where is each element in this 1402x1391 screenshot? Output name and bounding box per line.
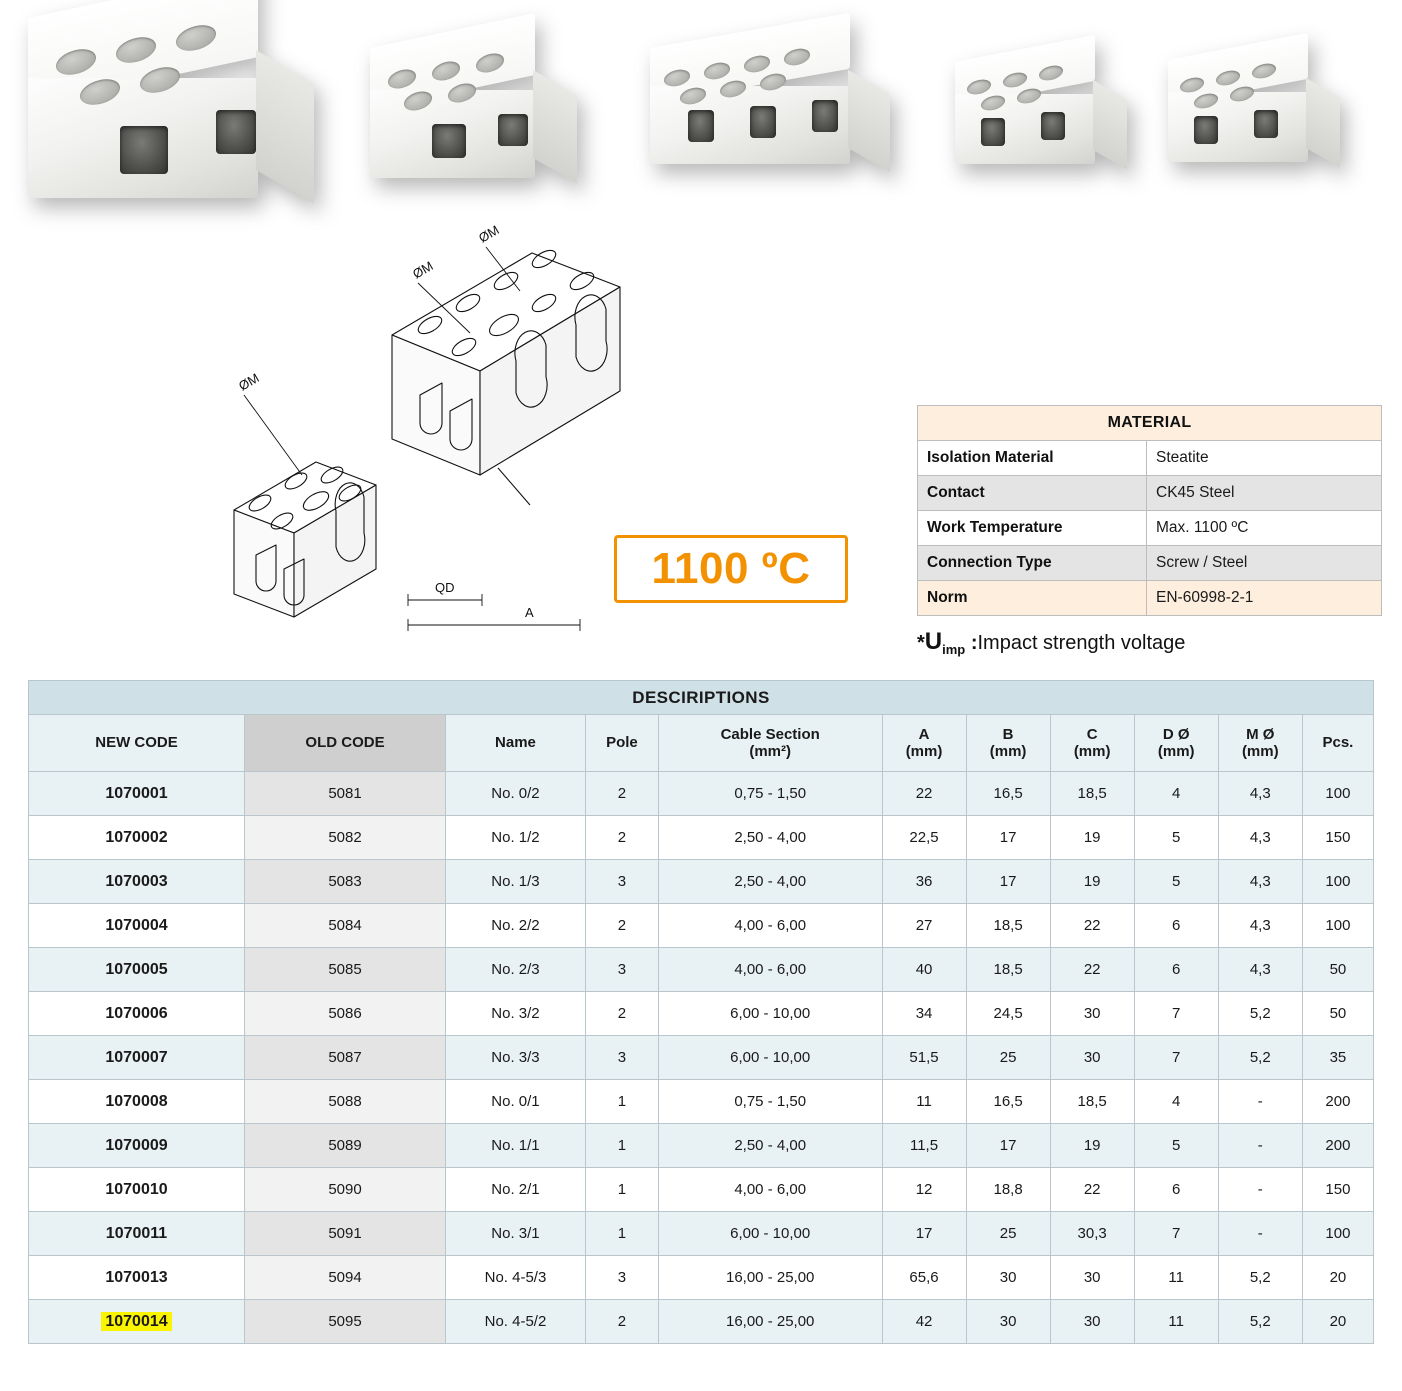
drawing-medium-block — [234, 462, 376, 617]
cell-name: No. 2/1 — [446, 1168, 586, 1212]
cell-name: No. 1/3 — [446, 860, 586, 904]
cell-d: 6 — [1134, 948, 1218, 992]
cell-cable-section: 4,00 - 6,00 — [658, 904, 882, 948]
cell-c: 19 — [1050, 1124, 1134, 1168]
column-header-cable-section-unit: (mm²) — [749, 743, 792, 760]
cell-cable-section: 16,00 - 25,00 — [658, 1300, 882, 1344]
block-side-face — [256, 50, 314, 203]
cell-c: 19 — [1050, 860, 1134, 904]
cell-new-code: 1070009 — [29, 1124, 245, 1168]
cell-new-code: 1070007 — [29, 1036, 245, 1080]
cell-c: 30 — [1050, 992, 1134, 1036]
table-row — [29, 1212, 1374, 1256]
cell-cable-section: 4,00 - 6,00 — [658, 948, 882, 992]
cell-old-code: 5091 — [245, 1212, 446, 1256]
block-side-face — [848, 70, 890, 172]
cell-a: 34 — [882, 992, 966, 1036]
cell-old-code: 5094 — [245, 1256, 446, 1300]
column-header-c-label: C — [1086, 725, 1098, 743]
cell-c: 22 — [1050, 948, 1134, 992]
cell-pole: 2 — [585, 816, 658, 860]
cell-m: 4,3 — [1218, 860, 1302, 904]
cell-b: 17 — [966, 860, 1050, 904]
cell-pcs: 35 — [1302, 1036, 1373, 1080]
cell-old-code: 5084 — [245, 904, 446, 948]
product-photo-4 — [955, 62, 1130, 192]
cell-pcs: 50 — [1302, 948, 1373, 992]
cell-name: No. 2/2 — [446, 904, 586, 948]
cell-b: 25 — [966, 1036, 1050, 1080]
cell-m: 5,2 — [1218, 992, 1302, 1036]
cable-entry-hole — [498, 114, 528, 146]
product-photo-strip — [0, 0, 1402, 230]
cell-b: 30 — [966, 1256, 1050, 1300]
cell-m: 5,2 — [1218, 1256, 1302, 1300]
cell-cable-section: 0,75 - 1,50 — [658, 772, 882, 816]
column-header-m-unit: (mm) — [1241, 743, 1279, 760]
cell-pole: 3 — [585, 860, 658, 904]
cell-b: 18,5 — [966, 904, 1050, 948]
cell-c: 22 — [1050, 904, 1134, 948]
cable-entry-hole — [432, 124, 466, 158]
cable-entry-hole — [1041, 112, 1065, 140]
cell-name: No. 3/3 — [446, 1036, 586, 1080]
cell-name: No. 0/1 — [446, 1080, 586, 1124]
cell-pcs: 20 — [1302, 1256, 1373, 1300]
cell-new-code: 1070004 — [29, 904, 245, 948]
material-key-contact: Contact — [918, 476, 1147, 511]
cell-pole: 1 — [585, 1212, 658, 1256]
cell-new-code: 1070005 — [29, 948, 245, 992]
product-photo-5 — [1168, 60, 1343, 190]
cell-pole: 1 — [585, 1080, 658, 1124]
cell-new-code: 1070001 — [29, 772, 245, 816]
cell-pole: 2 — [585, 992, 658, 1036]
cell-d: 7 — [1134, 992, 1218, 1036]
cell-c: 30 — [1050, 1300, 1134, 1344]
cell-d: 5 — [1134, 1124, 1218, 1168]
cell-b: 24,5 — [966, 992, 1050, 1036]
cell-pcs: 150 — [1302, 816, 1373, 860]
cell-m: 5,2 — [1218, 1036, 1302, 1080]
cell-new-code: 1070010 — [29, 1168, 245, 1212]
cell-name: No. 1/2 — [446, 816, 586, 860]
table-row — [29, 1300, 1374, 1344]
cell-cable-section: 4,00 - 6,00 — [658, 1168, 882, 1212]
column-header-a — [882, 715, 966, 772]
material-key-connection-type: Connection Type — [918, 546, 1147, 581]
label-a: A — [525, 605, 534, 620]
cell-b: 18,8 — [966, 1168, 1050, 1212]
cell-old-code: 5089 — [245, 1124, 446, 1168]
cell-m: - — [1218, 1124, 1302, 1168]
column-header-new-code: NEW CODE — [29, 715, 245, 772]
column-header-cable-section-label: Cable Section — [720, 725, 820, 743]
cell-d: 11 — [1134, 1300, 1218, 1344]
cell-m: 4,3 — [1218, 772, 1302, 816]
material-value-work-temperature: Max. 1100 ºC — [1147, 511, 1382, 546]
cell-c: 30,3 — [1050, 1212, 1134, 1256]
cell-m: - — [1218, 1168, 1302, 1212]
dimension-drawing-svg — [20, 225, 660, 670]
cell-d: 7 — [1134, 1036, 1218, 1080]
cell-d: 6 — [1134, 904, 1218, 948]
cell-d: 5 — [1134, 816, 1218, 860]
table-row — [29, 772, 1374, 816]
cell-d: 5 — [1134, 860, 1218, 904]
cell-new-code: 1070002 — [29, 816, 245, 860]
footnote-star: * — [917, 632, 925, 654]
cell-b: 17 — [966, 1124, 1050, 1168]
cell-m: - — [1218, 1080, 1302, 1124]
cell-d: 4 — [1134, 772, 1218, 816]
cell-b: 25 — [966, 1212, 1050, 1256]
block-side-face — [1093, 80, 1127, 170]
cell-pole: 2 — [585, 904, 658, 948]
material-value-contact: CK45 Steel — [1147, 476, 1382, 511]
column-header-d-label: D Ø — [1162, 725, 1190, 743]
column-header-cable-section — [658, 715, 882, 772]
product-photo-1 — [28, 18, 318, 228]
cell-cable-section: 0,75 - 1,50 — [658, 1080, 882, 1124]
cell-pole: 3 — [585, 1256, 658, 1300]
cell-name: No. 3/2 — [446, 992, 586, 1036]
cell-pcs: 100 — [1302, 772, 1373, 816]
cable-entry-hole — [688, 110, 714, 142]
label-diameter-m: ØM — [236, 370, 262, 394]
column-header-c-unit: (mm) — [1073, 743, 1111, 760]
material-value-connection-type: Screw / Steel — [1147, 546, 1382, 581]
block-side-face — [533, 70, 577, 183]
label-qd: QD — [435, 580, 455, 595]
cell-a: 42 — [882, 1300, 966, 1344]
cell-old-code: 5081 — [245, 772, 446, 816]
cell-old-code: 5087 — [245, 1036, 446, 1080]
cell-c: 22 — [1050, 1168, 1134, 1212]
cell-old-code: 5088 — [245, 1080, 446, 1124]
cell-old-code: 5082 — [245, 816, 446, 860]
cell-old-code: 5095 — [245, 1300, 446, 1344]
cell-a: 12 — [882, 1168, 966, 1212]
cell-pole: 3 — [585, 948, 658, 992]
cell-a: 17 — [882, 1212, 966, 1256]
column-header-d — [1134, 715, 1218, 772]
table-row — [29, 1124, 1374, 1168]
descriptions-table-body — [29, 772, 1374, 1344]
cell-c: 30 — [1050, 1036, 1134, 1080]
cell-cable-section: 6,00 - 10,00 — [658, 1036, 882, 1080]
cell-a: 27 — [882, 904, 966, 948]
cell-b: 17 — [966, 816, 1050, 860]
cell-a: 11,5 — [882, 1124, 966, 1168]
cell-new-code: 1070013 — [29, 1256, 245, 1300]
cell-new-code: 1070003 — [29, 860, 245, 904]
cell-m: 4,3 — [1218, 816, 1302, 860]
cell-d: 7 — [1134, 1212, 1218, 1256]
cable-entry-hole — [120, 126, 168, 174]
column-header-b — [966, 715, 1050, 772]
cell-pole: 1 — [585, 1124, 658, 1168]
highlighted-code: 1070014 — [101, 1312, 171, 1331]
cable-entry-hole — [1194, 116, 1218, 144]
descriptions-table-title: DESCIRIPTIONS — [29, 681, 1374, 715]
footnote-text: Impact strength voltage — [977, 632, 1186, 654]
cell-new-code: 1070011 — [29, 1212, 245, 1256]
table-row — [29, 816, 1374, 860]
product-photo-3 — [650, 48, 900, 198]
cell-a: 11 — [882, 1080, 966, 1124]
cell-c: 19 — [1050, 816, 1134, 860]
table-row — [29, 1168, 1374, 1212]
column-header-pole: Pole — [585, 715, 658, 772]
material-key-work-temperature: Work Temperature — [918, 511, 1147, 546]
cable-entry-hole — [750, 106, 776, 138]
uimp-footnote — [917, 628, 1185, 657]
table-row — [29, 948, 1374, 992]
cell-a: 22 — [882, 772, 966, 816]
cell-a: 40 — [882, 948, 966, 992]
table-row — [29, 992, 1374, 1036]
cell-name: No. 2/3 — [446, 948, 586, 992]
technical-drawings — [20, 225, 660, 670]
cell-cable-section: 16,00 - 25,00 — [658, 1256, 882, 1300]
material-value-isolation: Steatite — [1147, 441, 1382, 476]
cell-pcs: 200 — [1302, 1080, 1373, 1124]
cell-cable-section: 2,50 - 4,00 — [658, 1124, 882, 1168]
cell-c: 18,5 — [1050, 772, 1134, 816]
cell-cable-section: 6,00 - 10,00 — [658, 1212, 882, 1256]
cell-b: 18,5 — [966, 948, 1050, 992]
cell-b: 16,5 — [966, 1080, 1050, 1124]
column-header-name: Name — [446, 715, 586, 772]
table-row — [29, 904, 1374, 948]
cable-entry-hole — [981, 118, 1005, 146]
cell-pcs: 50 — [1302, 992, 1373, 1036]
block-front-face — [955, 94, 1095, 164]
cell-cable-section: 2,50 - 4,00 — [658, 860, 882, 904]
cell-pcs: 100 — [1302, 904, 1373, 948]
table-row — [29, 860, 1374, 904]
column-header-b-label: B — [1002, 725, 1014, 743]
block-side-face — [1306, 78, 1340, 168]
cell-c: 18,5 — [1050, 1080, 1134, 1124]
drawing-large-block — [392, 247, 620, 505]
footnote-symbol: U — [924, 628, 943, 655]
column-header-m-label: M Ø — [1246, 725, 1275, 743]
cell-pcs: 150 — [1302, 1168, 1373, 1212]
cell-d: 11 — [1134, 1256, 1218, 1300]
material-key-isolation: Isolation Material — [918, 441, 1147, 476]
cell-m: 5,2 — [1218, 1300, 1302, 1344]
cell-new-code: 1070008 — [29, 1080, 245, 1124]
label-diameter-m: ØM — [476, 225, 502, 246]
cell-old-code: 5085 — [245, 948, 446, 992]
column-header-old-code: OLD CODE — [245, 715, 446, 772]
cell-m: 4,3 — [1218, 904, 1302, 948]
cell-pole: 2 — [585, 1300, 658, 1344]
material-table-title: MATERIAL — [918, 406, 1382, 441]
cell-d: 6 — [1134, 1168, 1218, 1212]
cell-name: No. 4-5/3 — [446, 1256, 586, 1300]
cell-a: 65,6 — [882, 1256, 966, 1300]
column-header-a-label: A — [918, 725, 930, 743]
cell-name: No. 4-5/2 — [446, 1300, 586, 1344]
column-header-a-unit: (mm) — [905, 743, 943, 760]
cell-old-code: 5086 — [245, 992, 446, 1036]
table-row — [29, 1080, 1374, 1124]
cell-cable-section: 6,00 - 10,00 — [658, 992, 882, 1036]
cell-a: 36 — [882, 860, 966, 904]
cell-new-code: 1070006 — [29, 992, 245, 1036]
cable-entry-hole — [812, 100, 838, 132]
cell-d: 4 — [1134, 1080, 1218, 1124]
cell-old-code: 5090 — [245, 1168, 446, 1212]
material-key-norm: Norm — [918, 581, 1147, 616]
cell-name: No. 0/2 — [446, 772, 586, 816]
cell-a: 51,5 — [882, 1036, 966, 1080]
cell-name: No. 3/1 — [446, 1212, 586, 1256]
descriptions-table — [28, 680, 1374, 1344]
column-header-d-unit: (mm) — [1157, 743, 1195, 760]
cell-old-code: 5083 — [245, 860, 446, 904]
footnote-colon: : — [965, 632, 978, 654]
cell-cable-section: 2,50 - 4,00 — [658, 816, 882, 860]
cell-b: 16,5 — [966, 772, 1050, 816]
column-header-c — [1050, 715, 1134, 772]
column-header-b-unit: (mm) — [989, 743, 1027, 760]
temperature-badge: 1100 ºC — [614, 535, 848, 603]
block-front-face — [1168, 92, 1308, 162]
cell-pole: 1 — [585, 1168, 658, 1212]
material-value-norm: EN-60998-2-1 — [1147, 581, 1382, 616]
cell-m: - — [1218, 1212, 1302, 1256]
footnote-subscript: imp — [942, 642, 966, 657]
column-header-m — [1218, 715, 1302, 772]
cell-pcs: 100 — [1302, 1212, 1373, 1256]
table-row — [29, 1256, 1374, 1300]
cell-new-code — [29, 1300, 245, 1344]
cell-m: 4,3 — [1218, 948, 1302, 992]
cell-pcs: 20 — [1302, 1300, 1373, 1344]
label-diameter-m: ØM — [410, 258, 436, 282]
cell-pole: 2 — [585, 772, 658, 816]
material-table — [917, 405, 1382, 616]
cell-name: No. 1/1 — [446, 1124, 586, 1168]
product-photo-2 — [370, 48, 580, 208]
table-row — [29, 1036, 1374, 1080]
cable-entry-hole — [1254, 110, 1278, 138]
cell-pole: 3 — [585, 1036, 658, 1080]
cable-entry-hole — [216, 110, 256, 154]
cell-c: 30 — [1050, 1256, 1134, 1300]
column-header-pcs: Pcs. — [1302, 715, 1373, 772]
cell-a: 22,5 — [882, 816, 966, 860]
cell-b: 30 — [966, 1300, 1050, 1344]
cell-pcs: 200 — [1302, 1124, 1373, 1168]
cell-pcs: 100 — [1302, 860, 1373, 904]
